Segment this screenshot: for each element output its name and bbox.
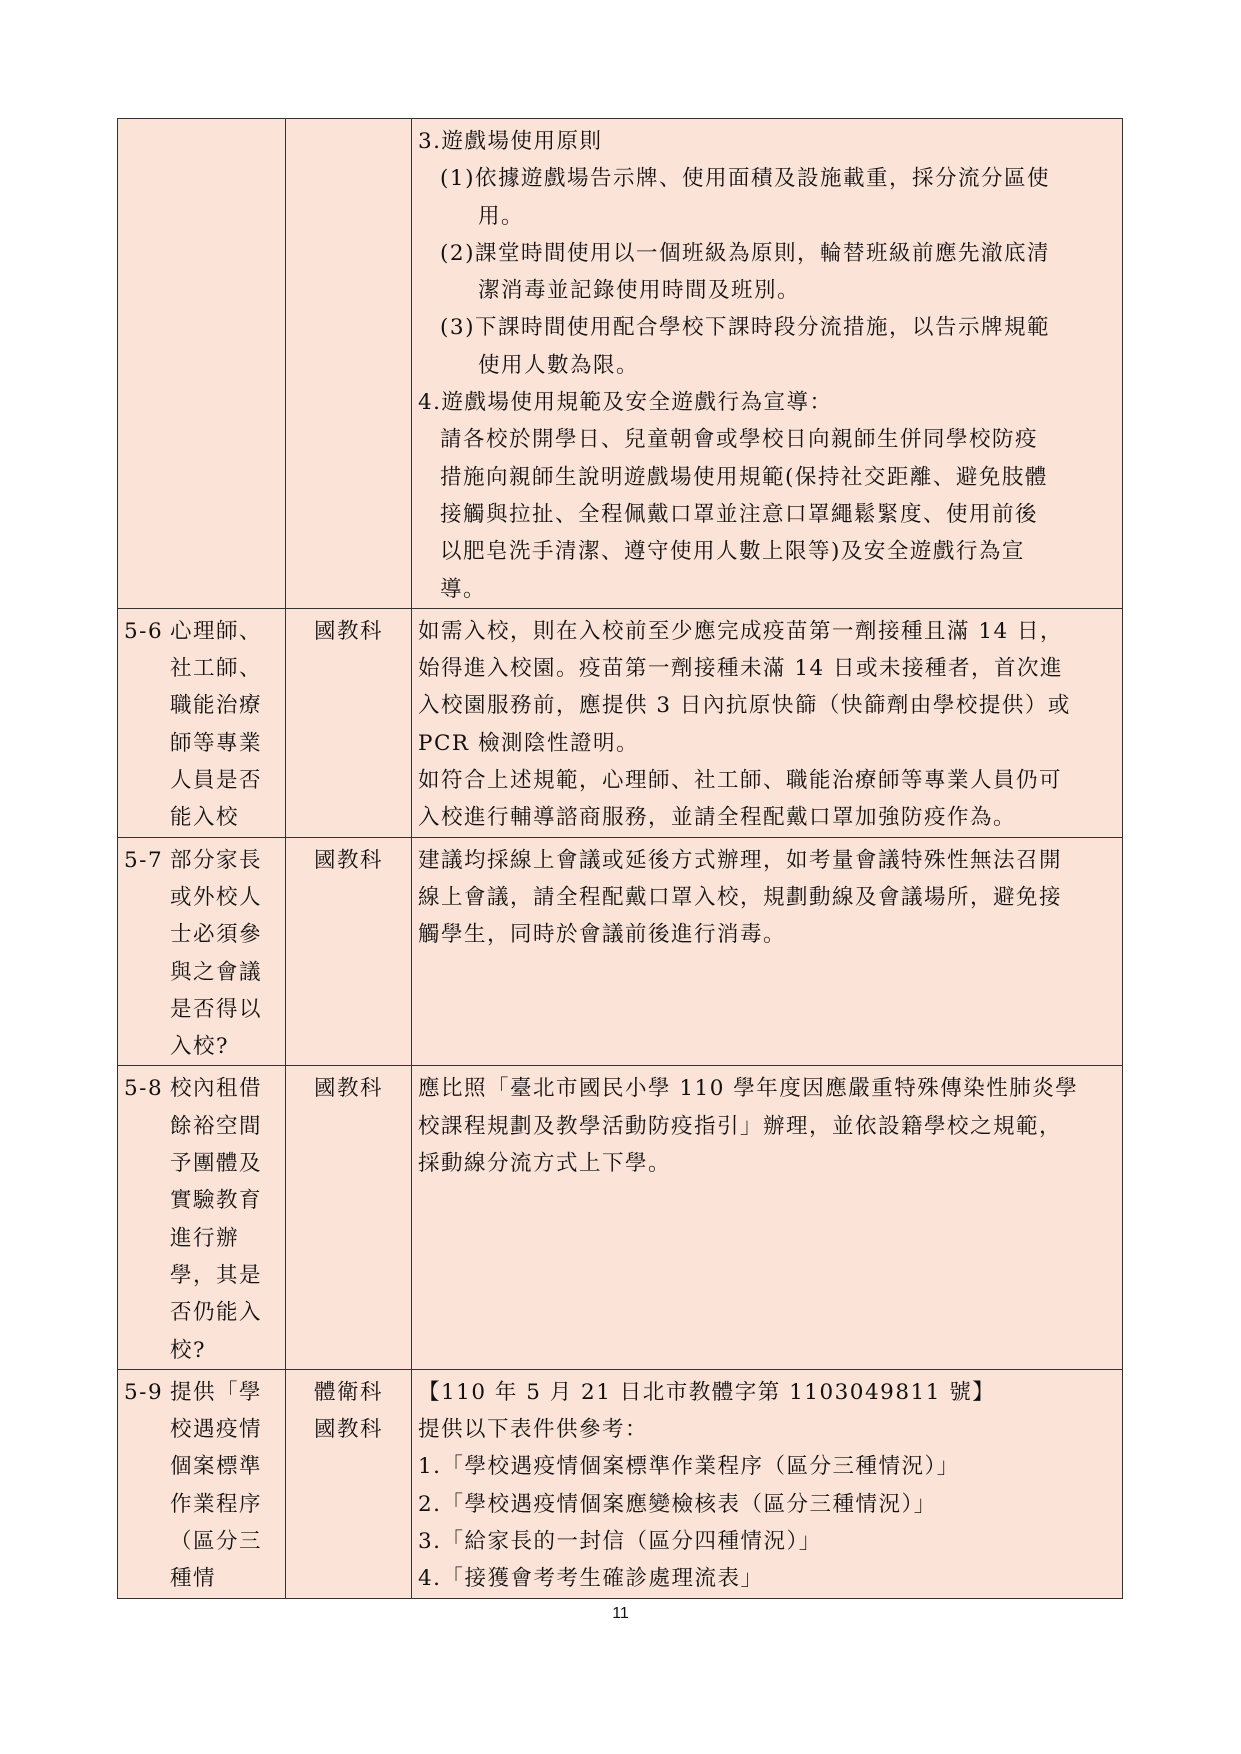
question-line: 學，其是 <box>170 1262 263 1288</box>
answer-line: (3)下課時間使用配合學校下課時段分流措施，以告示牌規範 <box>440 315 1050 341</box>
question-line: 校遇疫情 <box>170 1417 263 1443</box>
question-cell <box>118 1369 286 1598</box>
answer-line: 如需入校，則在入校前至少應完成疫苗第一劑接種且滿 14 日， <box>418 618 1064 644</box>
answer-line: (2)課堂時間使用以一個班級為原則，輪替班級前應先澈底清 <box>440 240 1050 266</box>
answer-cell <box>412 1369 1123 1598</box>
question-line: 師等專業 <box>170 730 263 756</box>
question-line: 社工師、 <box>170 656 263 682</box>
answer-line: 導。 <box>440 576 487 602</box>
answer-line: 2.「學校遇疫情個案應變檢核表（區分三種情況）」 <box>418 1491 937 1517</box>
answer-line: 使用人數為限。 <box>478 352 640 378</box>
answer-line: 建議均採線上會議或延後方式辦理，如考量會議特殊性無法召開 <box>418 847 1063 873</box>
department-name: 國教科 <box>313 618 383 644</box>
answer-line: 用。 <box>478 203 525 229</box>
answer-line: 應比照「臺北市國民小學 110 學年度因應嚴重特殊傳染性肺炎學 <box>418 1076 1079 1102</box>
question-line: 入校? <box>170 1034 230 1060</box>
answer-line: 【110 年 5 月 21 日北市教體字第 1103049811 號】 <box>418 1379 996 1405</box>
item-number: 5-7 <box>124 847 164 873</box>
question-line: 作業程序 <box>170 1491 263 1517</box>
item-number: 5-8 <box>124 1076 164 1102</box>
answer-cell <box>412 608 1123 837</box>
department-cell <box>286 1066 412 1369</box>
table-row <box>118 837 1123 1066</box>
answer-line: 入校園服務前，應提供 3 日內抗原快篩（快篩劑由學校提供）或 <box>418 693 1071 719</box>
answer-line: 接觸與拉扯、全程佩戴口罩並注意口罩繩鬆緊度、使用前後 <box>440 501 1039 527</box>
question-text <box>170 613 279 837</box>
answer-line: PCR 檢測陰性證明。 <box>418 730 639 756</box>
answer-line: 措施向親師生說明遊戲場使用規範(保持社交距離、避免肢體 <box>440 464 1048 490</box>
question-line: 士必須參 <box>170 922 263 948</box>
answer-line: 請各校於開學日、兒童朝會或學校日向親師生併同學校防疫 <box>440 427 1039 453</box>
question-line: 提供「學 <box>170 1379 263 1405</box>
question-line: 心理師、 <box>170 618 263 644</box>
answer-line: 3.遊戲場使用原則 <box>418 129 603 154</box>
question-line: 種情 <box>170 1566 217 1592</box>
department-name: 國教科 <box>313 1076 383 1102</box>
answer-line: 線上會議，請全程配戴口罩入校，規劃動線及會議場所，避免接 <box>418 884 1063 910</box>
answer-line: 潔消毒並記錄使用時間及班別。 <box>478 278 801 304</box>
question-line: 或外校人 <box>170 884 263 910</box>
item-number: 5-6 <box>124 618 164 644</box>
answer-line: 校課程規劃及教學活動防疫指引」辦理，並依設籍學校之規範， <box>418 1113 1063 1139</box>
answer-cell <box>412 837 1123 1066</box>
question-line: 實驗教育 <box>170 1188 263 1214</box>
question-line: 餘裕空間 <box>170 1113 263 1139</box>
department-cell <box>286 608 412 837</box>
question-cell <box>118 608 286 837</box>
answer-line: 1.「學校遇疫情個案標準作業程序（區分三種情況）」 <box>418 1454 960 1480</box>
table-row <box>118 1369 1123 1598</box>
question-cell <box>118 119 286 609</box>
question-line: 校? <box>170 1337 207 1363</box>
answer-line: 入校進行輔導諮商服務，並請全程配戴口罩加強防疫作為。 <box>418 805 1017 831</box>
answer-line: 4.遊戲場使用規範及安全遊戲行為宣導： <box>418 390 833 416</box>
question-line: 進行辦 <box>170 1225 240 1251</box>
answer-line: 提供以下表件供參考： <box>418 1417 649 1443</box>
department-cell <box>286 837 412 1066</box>
answer-line: 4.「接獲會考考生確診處理流表」 <box>418 1566 764 1592</box>
question-text <box>170 842 279 1066</box>
department-name: 體衛科 <box>313 1379 383 1405</box>
answer-cell <box>412 119 1123 609</box>
question-line: 部分家長 <box>170 847 263 873</box>
table-row <box>118 608 1123 837</box>
page-number: 11 <box>612 1605 629 1622</box>
question-text <box>170 1374 279 1598</box>
question-line: 能入校 <box>170 805 240 831</box>
answer-cell <box>412 1066 1123 1369</box>
answer-line: 採動線分流方式上下學。 <box>418 1151 672 1177</box>
answer-line: 始得進入校園。疫苗第一劑接種未滿 14 日或未接種者，首次進 <box>418 656 1064 682</box>
question-line: 予團體及 <box>170 1151 263 1177</box>
department-name: 國教科 <box>313 1417 383 1443</box>
table-row <box>118 1066 1123 1369</box>
question-line: 個案標準 <box>170 1454 263 1480</box>
answer-line: 如符合上述規範，心理師、社工師、職能治療師等專業人員仍可 <box>418 768 1063 794</box>
answer-line: 3.「給家長的一封信（區分四種情況）」 <box>418 1528 822 1554</box>
question-line: 人員是否 <box>170 768 263 794</box>
department-cell <box>286 119 412 609</box>
question-line: 否仍能入 <box>170 1300 263 1326</box>
department-cell <box>286 1369 412 1598</box>
answer-line: (1)依據遊戲場告示牌、使用面積及設施載重，採分流分區使 <box>440 166 1050 192</box>
question-line: （區分三 <box>170 1528 263 1554</box>
question-line: 與之會議 <box>170 959 263 985</box>
answer-line: 以肥皂洗手清潔、遵守使用人數上限等)及安全遊戲行為宣 <box>440 539 1025 565</box>
answer-line: 觸學生，同時於會議前後進行消毒。 <box>418 922 787 948</box>
faq-table-body <box>118 119 1123 1599</box>
question-cell <box>118 1066 286 1369</box>
question-line: 職能治療 <box>170 693 263 719</box>
question-cell <box>118 837 286 1066</box>
question-line: 校內租借 <box>170 1076 263 1102</box>
question-text <box>170 1070 279 1368</box>
item-number: 5-9 <box>124 1379 164 1405</box>
question-line: 是否得以 <box>170 996 263 1022</box>
faq-table <box>117 118 1123 1599</box>
table-row <box>118 119 1123 609</box>
department-name: 國教科 <box>313 847 383 873</box>
